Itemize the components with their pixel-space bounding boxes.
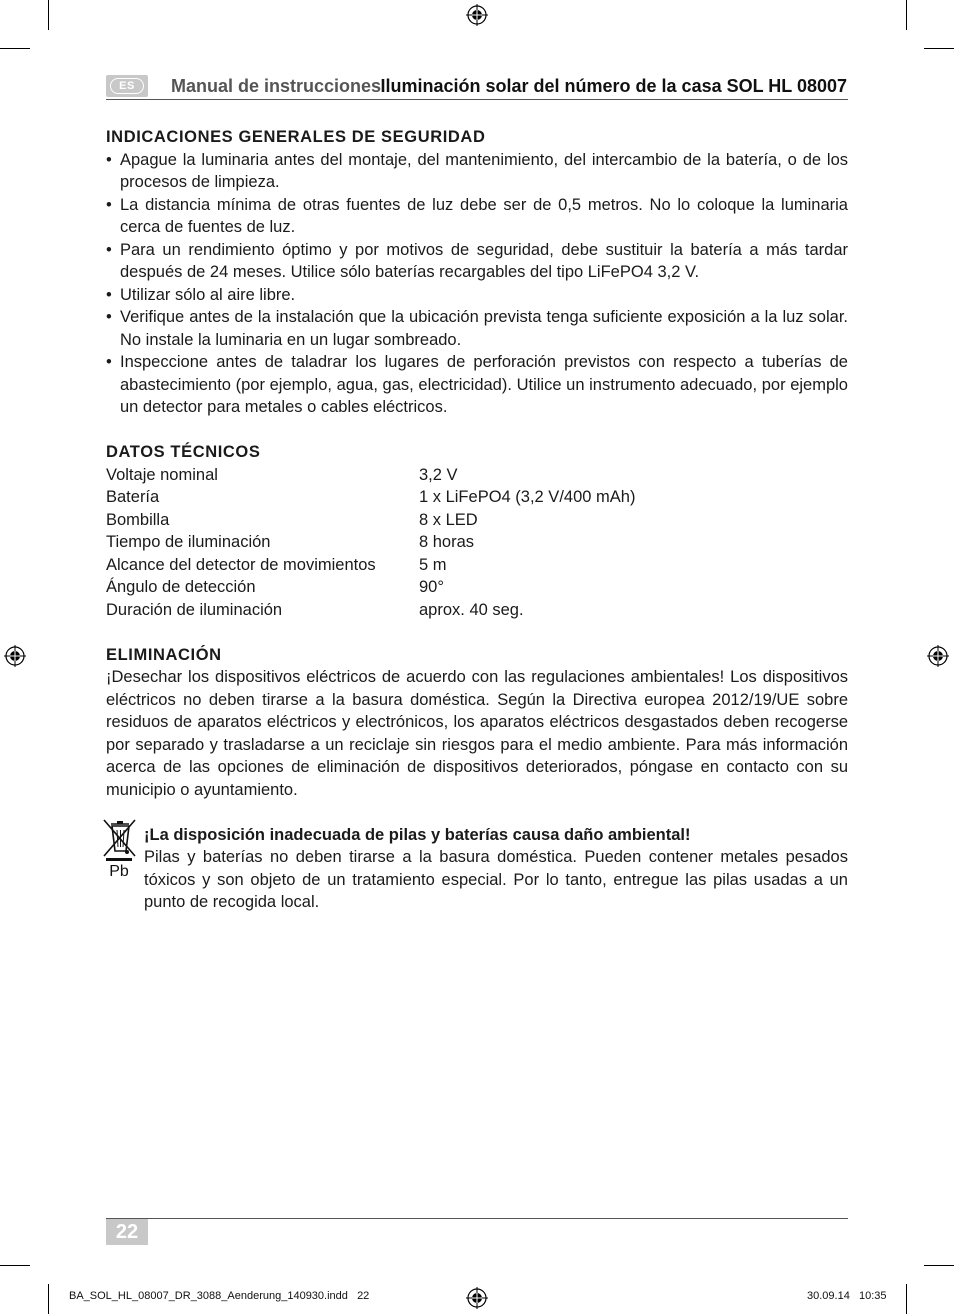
spec-value: aprox. 40 seg.: [419, 600, 524, 619]
language-code: ES: [110, 78, 144, 94]
list-item: • Para un rendimiento óptimo y por motivos de seguridad, debe sustituir la batería a más tardar después de 24 meses. Utilice sólo baterías recargables del tipo LiFePO4 3,2 V.: [106, 239, 848, 284]
spec-label: Tiempo de iluminación: [106, 533, 271, 551]
list-item: • La distancia mínima de otras fuentes de luz debe ser de 0,5 metros. No lo coloque la luminaria cerca de fuentes de luz.: [106, 194, 848, 239]
spec-label: Batería: [106, 488, 160, 506]
crop-mark: [48, 0, 49, 30]
spec-value: 5 m: [419, 555, 447, 574]
language-badge: [106, 75, 148, 97]
registration-mark-icon: [466, 4, 488, 26]
spec-row: [106, 464, 848, 487]
spec-row: [106, 554, 848, 577]
battery-warning-text: Pilas y baterías no deben tirarse a la basura doméstica. Pueden contener metales pesados tóxicos y son objeto de un tratamiento especial. Por lo tanto, entregue las pilas usadas a un punto de recogida local.: [144, 848, 848, 911]
registration-mark-icon: [4, 645, 26, 667]
spec-row: [106, 509, 848, 532]
spec-value: 3,2 V: [419, 465, 458, 484]
spec-row: [106, 531, 848, 554]
battery-warning: [106, 824, 848, 914]
spec-row: [106, 486, 848, 509]
battery-warning-title: ¡La disposición inadecuada de pilas y baterías causa daño ambiental!: [144, 825, 691, 844]
spec-label: Ángulo de detección: [106, 578, 256, 596]
manual-label: Manual de instrucciones: [171, 76, 382, 96]
crop-mark: [0, 1265, 30, 1266]
slug-date: 30.09.14 10:35: [807, 1290, 887, 1302]
crop-mark: [906, 1284, 907, 1314]
specs-heading: DATOS TÉCNICOS: [106, 443, 261, 461]
page-number: 22: [106, 1219, 148, 1245]
spec-row: [106, 576, 848, 599]
list-item: • Verifique antes de la instalación que la ubicación prevista tenga suficiente exposición a la luz solar. No instale la luminaria en un lugar sombreado.: [106, 306, 848, 351]
crop-mark: [924, 1265, 954, 1266]
spec-label: Voltaje nominal: [106, 465, 218, 484]
crossed-bin-pb-icon: [101, 818, 137, 880]
list-item: • Inspeccione antes de taladrar los lugares de perforación previstos con respecto a tuberías de abastecimiento (por ejemplo, agua, gas, electricidad). Utilice un instrumento adecuado, por ejemplo un detector para metales o cables eléctricos.: [106, 351, 848, 419]
crop-mark: [48, 1284, 49, 1314]
spec-row: [106, 599, 848, 622]
product-title: Iluminación solar del número de la casa SOL HL 08007: [380, 76, 847, 96]
spec-value: 8 horas: [419, 533, 475, 551]
crop-mark: [906, 0, 907, 30]
disposal-text: ¡Desechar los dispositivos eléctricos de acuerdo con las regulaciones ambientales! Los dispositivos eléctricos no deben tirarse a la basura doméstica. Según la Directiva europea 2012/19/UE sobre residuos de aparatos eléctricos y electrónicos, los aparatos eléctricos desgastados deben recogerse por separado y trasladarse a un reciclaje sin riesgos para el medio ambiente. Para más información acerca de las opciones de eliminación de dispositivos deteriorados, póngase en contacto con su municipio o ayuntamiento.: [106, 668, 848, 799]
list-item: • Utilizar sólo al aire libre.: [106, 284, 848, 307]
specs-table: [106, 464, 848, 622]
pb-label: Pb: [109, 862, 129, 880]
spec-value: 90°: [419, 578, 444, 596]
spec-value: 1 x LiFePO4 (3,2 V/400 mAh): [419, 488, 636, 506]
registration-mark-icon: [927, 645, 949, 667]
slug-filename: BA_SOL_HL_08007_DR_3088_Aenderung_140930.indd 22: [69, 1290, 370, 1302]
header-divider: [106, 99, 848, 100]
crop-mark: [0, 48, 30, 49]
page-content: [106, 126, 848, 914]
spec-label: Alcance del detector de movimientos: [106, 555, 376, 574]
safety-list: [106, 149, 848, 419]
safety-heading: INDICACIONES GENERALES DE SEGURIDAD: [106, 128, 486, 146]
spec-value: 8 x LED: [419, 510, 478, 529]
footer-divider: [106, 1218, 848, 1219]
list-item: • Apague la luminaria antes del montaje, del mantenimiento, del intercambio de la batería, o de los procesos de limpieza.: [106, 149, 848, 194]
spec-label: Bombilla: [106, 510, 170, 529]
spec-label: Duración de iluminación: [106, 600, 283, 619]
disposal-heading: ELIMINACIÓN: [106, 645, 222, 664]
registration-mark-icon: [466, 1287, 488, 1309]
crop-mark: [924, 48, 954, 49]
